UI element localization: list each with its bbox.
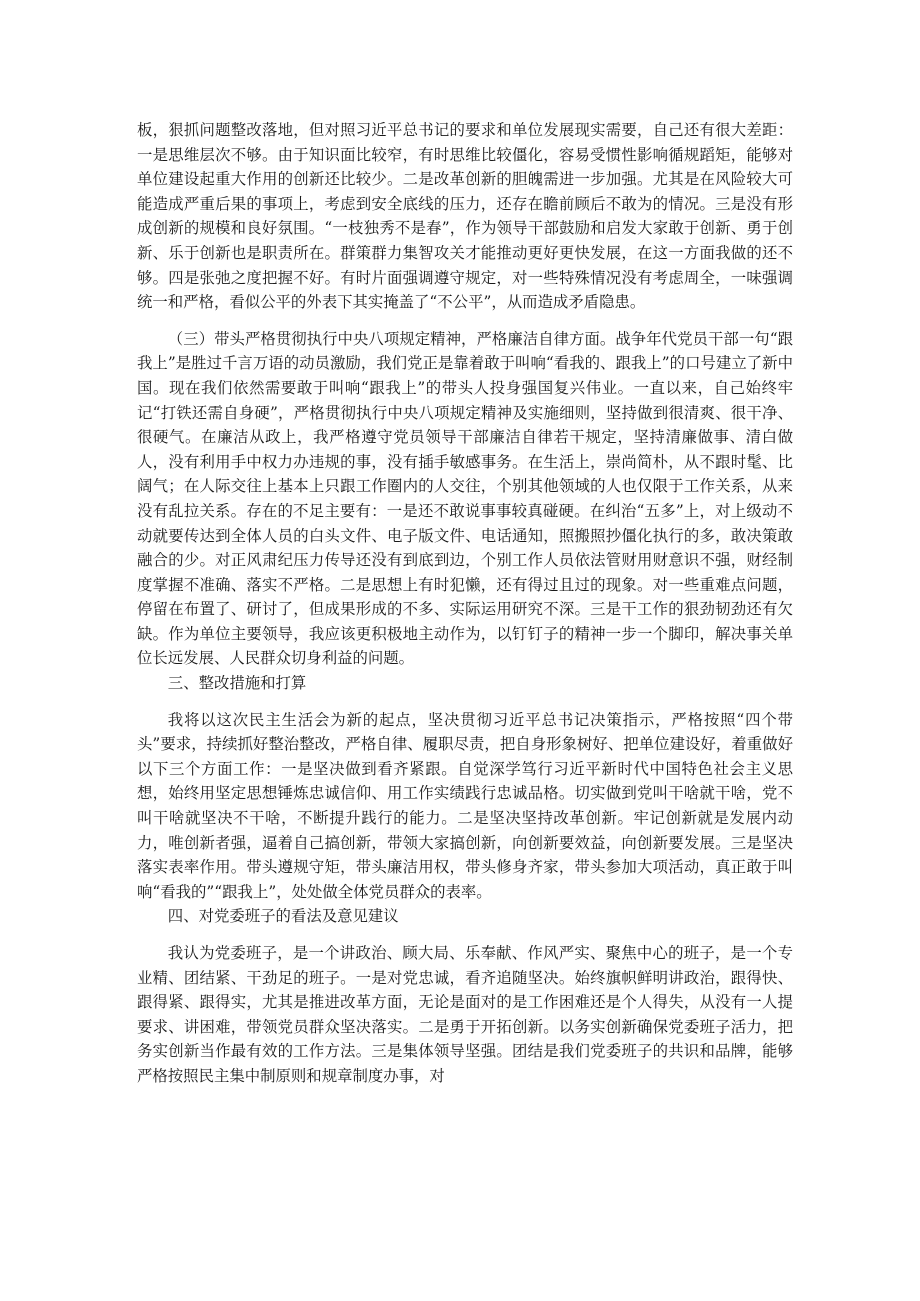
heading-rectification-measures: 三、整改措施和打算: [167, 674, 307, 693]
document-page: [137, 118, 793, 1089]
paragraph-rectification-plan: 我将以这次民主生活会为新的起点，坚决贯彻习近平总书记决策指示，严格按照“四个带头”要求，持续抓好整治整改，严格自律、履职尽责，把自身形象树好、把单位建设好，着重做好以下三个方面工作：一是坚决做到看齐紧跟。自觉深学笃行习近平新时代中国特色社会主义思想，始终用坚定思想锤炼忠诚信仰、用工作实绩践行忠诚品格。切实做到党叫干啥就干啥，党不叫干啥就坚决不干啥，不断提升践行的能力。二是坚决坚持改革创新。牢记创新就是发展内动力，唯创新者强，逼着自己搞创新，带领大家搞创新，向创新要效益，向创新要发展。三是坚决落实表率作用。带头遵规守矩，带头廉洁用权，带头修身齐家，带头参加大项活动，真正敢于叫响“看我的”“跟我上”，处处做全体党员群众的表率。: [137, 710, 793, 901]
paragraph-continuation: 板，狠抓问题整改落地，但对照习近平总书记的要求和单位发展现实需要，自己还有很大差距：一是思维层次不够。由于知识面比较窄，有时思维比较僵化，容易受惯性影响循规蹈矩，能够对单位建设起重大作用的创新还比较少。二是改革创新的胆魄需进一步加强。尤其是在风险较大可能造成严重后果的事项上，考虑到安全底线的压力，还存在瞻前顾后不敢为的情况。三是没有形成创新的规模和良好氛围。“一枝独秀不是春”，作为领导干部鼓励和启发大家敢于创新、勇于创新、乐于创新也是职责所在。群策群力集智攻关才能推动更好更快发展，在这一方面我做的还不够。四是张弛之度把握不好。有时片面强调遵守规定，对一些特殊情况没有考虑周全，一味强调统一和严格，看似公平的外表下其实掩盖了“不公平”，从而造成矛盾隐患。: [137, 121, 793, 312]
paragraph-section-3-integrity: （三）带头严格贯彻执行中央八项规定精神，严格廉洁自律方面。战争年代党员干部一句“跟我上”是胜过千言万语的动员激励，我们党正是靠着敢于叫响“看我的、跟我上”的口号建立了新中国。现在我们依然需要敢于叫响“跟我上”的带头人投身强国复兴伟业。一直以来，自己始终牢记“打铁还需自身硬”，严格贯彻执行中央八项规定精神及实施细则，坚持做到很清爽、很干净、很硬气。在廉洁从政上，我严格遵守党员领导干部廉洁自律若干规定，坚持清廉做事、清白做人，没有利用手中权力办违规的事，没有插手敏感事务。在生活上，崇尚简朴，从不跟时髦、比阔气；在人际交往上基本上只跟工作圈内的人交往，个别其他领域的人也仅限于工作关系，从来没有乱拉关系。存在的不足主要有：一是还不敢说事事较真碰硬。在纠治“五多”上，对上级动不动就要传达到全体人员的白头文件、电子版文件、电话通知，照搬照抄僵化执行的多，敢决策敢融合的少。对正风肃纪压力传导还没有到底到边，个别工作人员依法管财用财意识不强，财经制度掌握不准确、落实不严格。二是思想上有时犯懒，还有得过且过的现象。对一些重难点问题，停留在布置了、研讨了，但成果形成的不多、实际运用研究不深。三是干工作的狠劲韧劲还有欠缺。作为单位主要领导，我应该更积极地主动作为，以钉钉子的精神一步一个脚印，解决事关单位长远发展、人民群众切身利益的问题。: [137, 329, 793, 668]
heading-committee-opinions: 四、对党委班子的看法及意见建议: [167, 907, 399, 926]
paragraph-committee-assessment: 我认为党委班子，是一个讲政治、顾大局、乐奉献、作风严实、聚焦中心的班子，是一个专业精、团结紧、干劲足的班子。一是对党忠诚，看齐追随坚决。始终旗帜鲜明讲政治，跟得快、跟得紧、跟得实，尤其是推进改革方面，无论是面对的是工作困难还是个人得失，从没有一人提要求、讲困难，带领党员群众坚决落实。二是勇于开拓创新。以务实创新确保党委班子活力，把务实创新当作最有效的工作方法。三是集体领导坚强。团结是我们党委班子的共识和品牌，能够严格按照民主集中制原则和规章制度办事，对: [137, 944, 793, 1085]
